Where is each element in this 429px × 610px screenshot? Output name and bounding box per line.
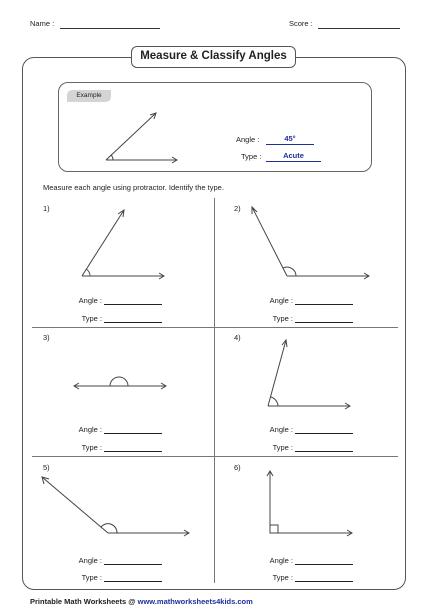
problem-6-angle — [267, 471, 352, 536]
problem-2-angle-answer[interactable] — [295, 304, 353, 305]
problem-4-angle-answer[interactable] — [295, 433, 353, 434]
problem-4-type-label: Type : — [272, 443, 293, 452]
problem-5-number: 5) — [43, 463, 50, 472]
footer-prefix: Printable Math Worksheets @ — [30, 597, 138, 606]
problem-2-type-answer[interactable] — [295, 322, 353, 323]
problem-5-angle — [42, 477, 189, 536]
problem-6-number: 6) — [234, 463, 241, 472]
problem-2-angle — [252, 207, 369, 279]
problem-6-type-answer[interactable] — [295, 581, 353, 582]
example-type-label: Type : — [241, 152, 262, 161]
example-type-value: Acute — [266, 150, 321, 162]
example-angle-value: 45° — [266, 133, 314, 145]
problem-3-type-answer[interactable] — [104, 451, 162, 452]
problem-2-angle-label: Angle : — [269, 296, 293, 305]
problem-1-angle-answer[interactable] — [104, 304, 162, 305]
problem-2-number: 2) — [234, 204, 241, 213]
problem-3-angle-label: Angle : — [78, 425, 102, 434]
problem-1-type-label: Type : — [81, 314, 102, 323]
problem-1-angle — [82, 210, 164, 279]
problem-1-number: 1) — [43, 204, 50, 213]
example-angle-label: Angle : — [236, 135, 260, 144]
name-label: Name : — [30, 19, 55, 28]
problem-1-type-answer[interactable] — [104, 322, 162, 323]
problem-6-type-label: Type : — [272, 573, 293, 582]
problem-3-type-label: Type : — [81, 443, 102, 452]
problem-3-angle-answer[interactable] — [104, 433, 162, 434]
problem-4-angle — [268, 340, 350, 409]
problem-5-angle-label: Angle : — [78, 556, 102, 565]
problem-4-type-answer[interactable] — [295, 451, 353, 452]
footer — [30, 597, 253, 606]
problem-2-type-label: Type : — [272, 314, 293, 323]
problem-3-number: 3) — [43, 333, 50, 342]
problem-1-angle-label: Angle : — [78, 296, 102, 305]
instructions: Measure each angle using protractor. Identify the type. — [43, 183, 224, 192]
problem-6-angle-label: Angle : — [269, 556, 293, 565]
problem-6-angle-answer[interactable] — [295, 564, 353, 565]
problem-5-type-answer[interactable] — [104, 581, 162, 582]
footer-url[interactable]: www.mathworksheets4kids.com — [137, 597, 253, 606]
problem-4-angle-label: Angle : — [269, 425, 293, 434]
problem-3-angle — [74, 377, 166, 389]
worksheet-title: Measure & Classify Angles — [131, 46, 296, 68]
problem-4-number: 4) — [234, 333, 241, 342]
score-label: Score : — [289, 19, 313, 28]
problem-5-angle-answer[interactable] — [104, 564, 162, 565]
example-tag: Example — [67, 90, 111, 102]
problem-5-type-label: Type : — [81, 573, 102, 582]
